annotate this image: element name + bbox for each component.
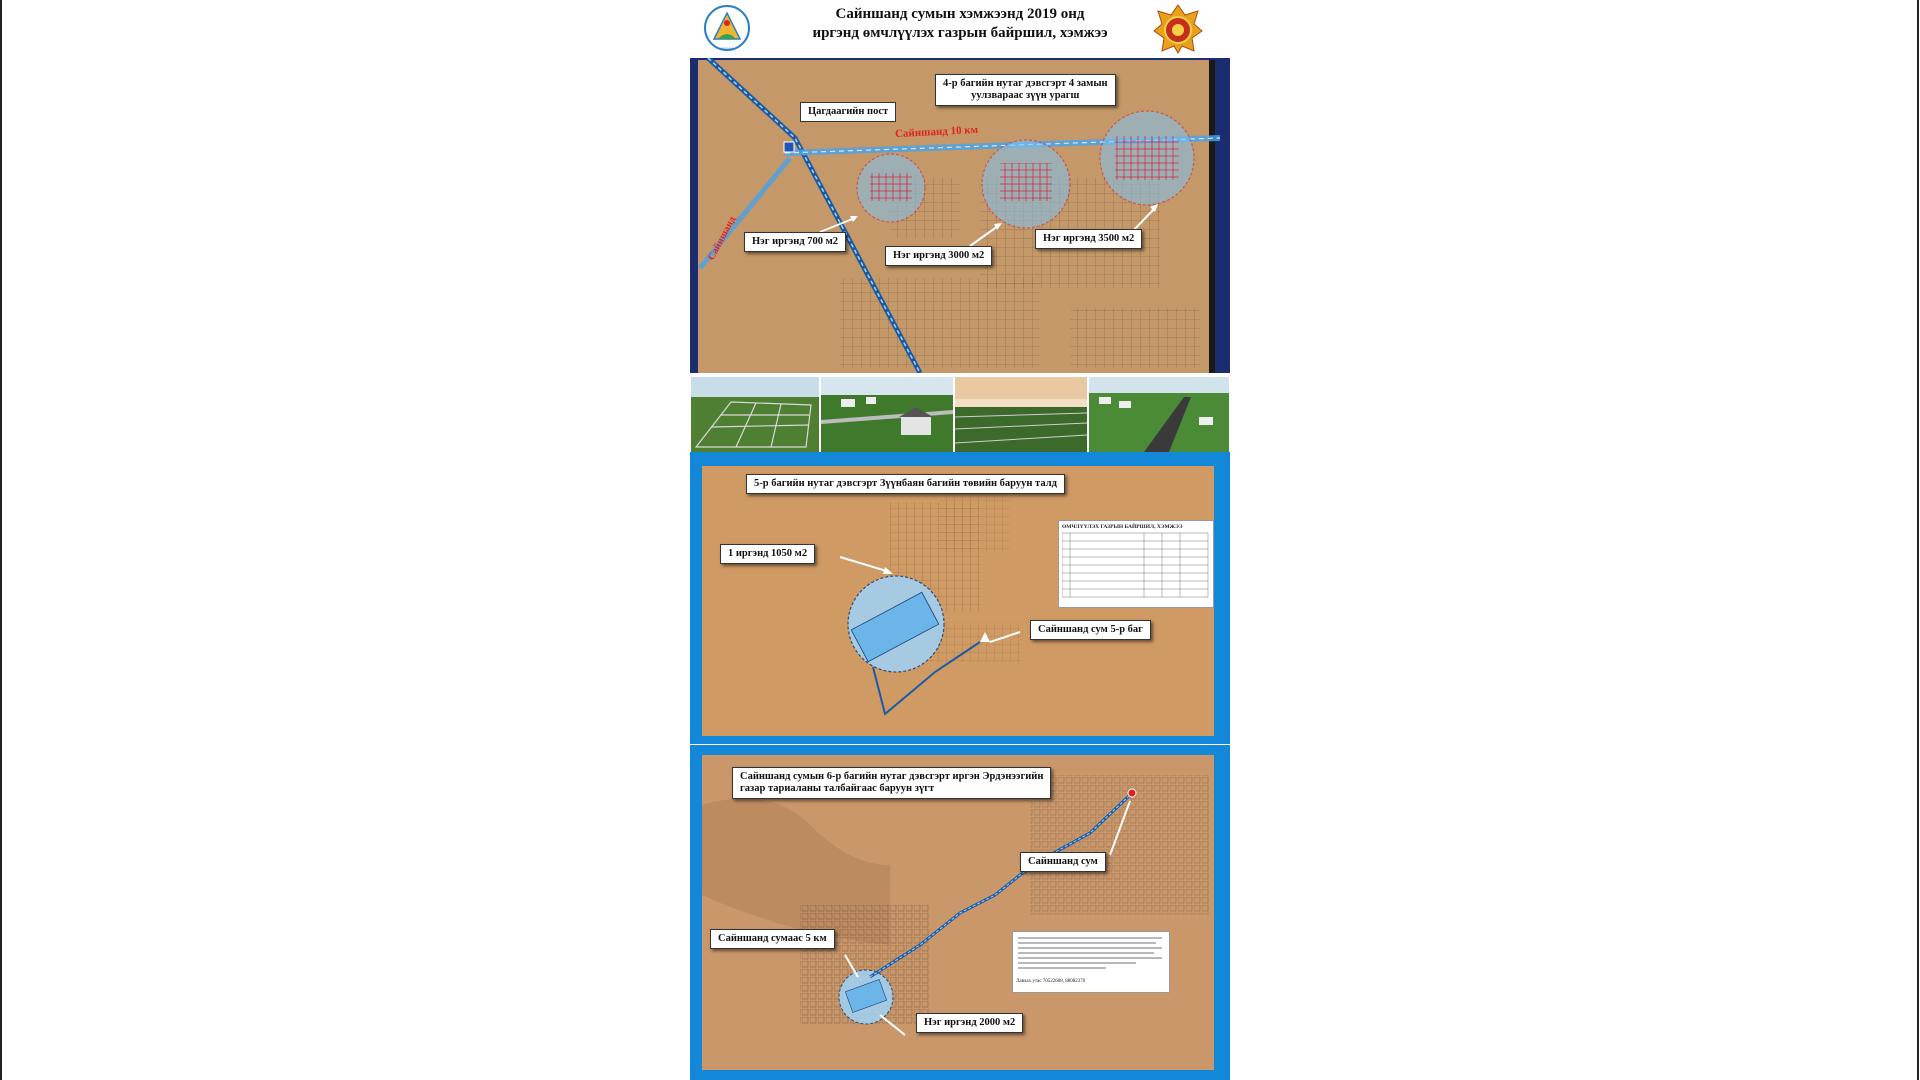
title-line-2: иргэнд өмчлүүлэх газрын байршил, хэмжээ [812, 25, 1108, 41]
panel-6th-bag [690, 745, 1230, 1080]
bag-5-label: Сайншанд сум 5-р баг [1030, 620, 1151, 640]
poster-title [770, 5, 1150, 43]
plot-label-3500: Нэг иргэнд 3500 м2 [1035, 229, 1142, 249]
police-post-label: Цагдаагийн пост [800, 102, 896, 122]
land-allocation-poster [690, 0, 1230, 1080]
land-agency-logo-icon [702, 3, 752, 58]
panel3-info-line1: Сайншанд сумын 6-р багийн нутаг дэвсгэрт иргэн Эрдэнээгийн [740, 771, 1044, 782]
render-view-3 [954, 376, 1088, 453]
plot-label-3000: Нэг иргэнд 3000 м2 [885, 246, 992, 266]
panel-4th-bag [690, 58, 1230, 373]
panel2-info-box: 5-р багийн нутаг дэвсгэрт Зүүнбаян багийн төвийн баруун талд [746, 474, 1065, 494]
road-label-sainshand: Сайншанд [705, 214, 739, 263]
allocation-table-grid [1062, 531, 1210, 599]
sainshand-sum-label: Сайншанд сум [1020, 852, 1106, 872]
plot-label-700: Нэг иргэнд 700 м2 [744, 232, 846, 252]
panel1-info-box [935, 74, 1116, 106]
render-view-4 [1088, 376, 1230, 453]
emblem-logo-icon [1152, 3, 1204, 60]
road-label-10km: Сайншанд 10 км [894, 123, 979, 141]
panel3-info-box [732, 767, 1051, 799]
left-border-line [0, 0, 2, 1080]
announcement-contact: Лавлах утас 70522608, 88082370 [1016, 979, 1086, 984]
distance-5km-label: Сайншанд сумаас 5 км [710, 929, 835, 949]
title-line-1: Сайншанд сумын хэмжээнд 2019 онд [835, 6, 1085, 22]
announcement-note [1012, 931, 1170, 993]
panel1-info-line1: 4-р багийн нутаг дэвсгэрт 4 замын [943, 78, 1108, 89]
poster-header [690, 0, 1230, 58]
plot-circle-700 [857, 154, 925, 222]
plot-circle-3000 [982, 140, 1070, 228]
announcement-text-lines [1016, 935, 1166, 975]
allocation-table [1058, 520, 1214, 608]
panel3-info-line2: газар тариаланы талбайгаас баруун зүгт [740, 783, 935, 794]
panel-5th-bag [690, 452, 1230, 744]
render-view-2 [820, 376, 954, 453]
plot-label-2000: Нэг иргэнд 2000 м2 [916, 1013, 1023, 1033]
render-view-1 [690, 376, 820, 453]
plot-circle-3500 [1100, 111, 1194, 205]
right-border-line [1917, 0, 1919, 1080]
plot-label-1050: 1 иргэнд 1050 м2 [720, 544, 815, 564]
panel1-info-line2: уулзвараас зүүн урагш [971, 90, 1080, 101]
allocation-table-title: ӨМЧЛҮҮЛЭХ ГАЗРЫН БАЙРШИЛ, ХЭМЖЭЭ [1062, 524, 1183, 530]
svg-text:• • • • •: • • • • • [721, 45, 733, 50]
